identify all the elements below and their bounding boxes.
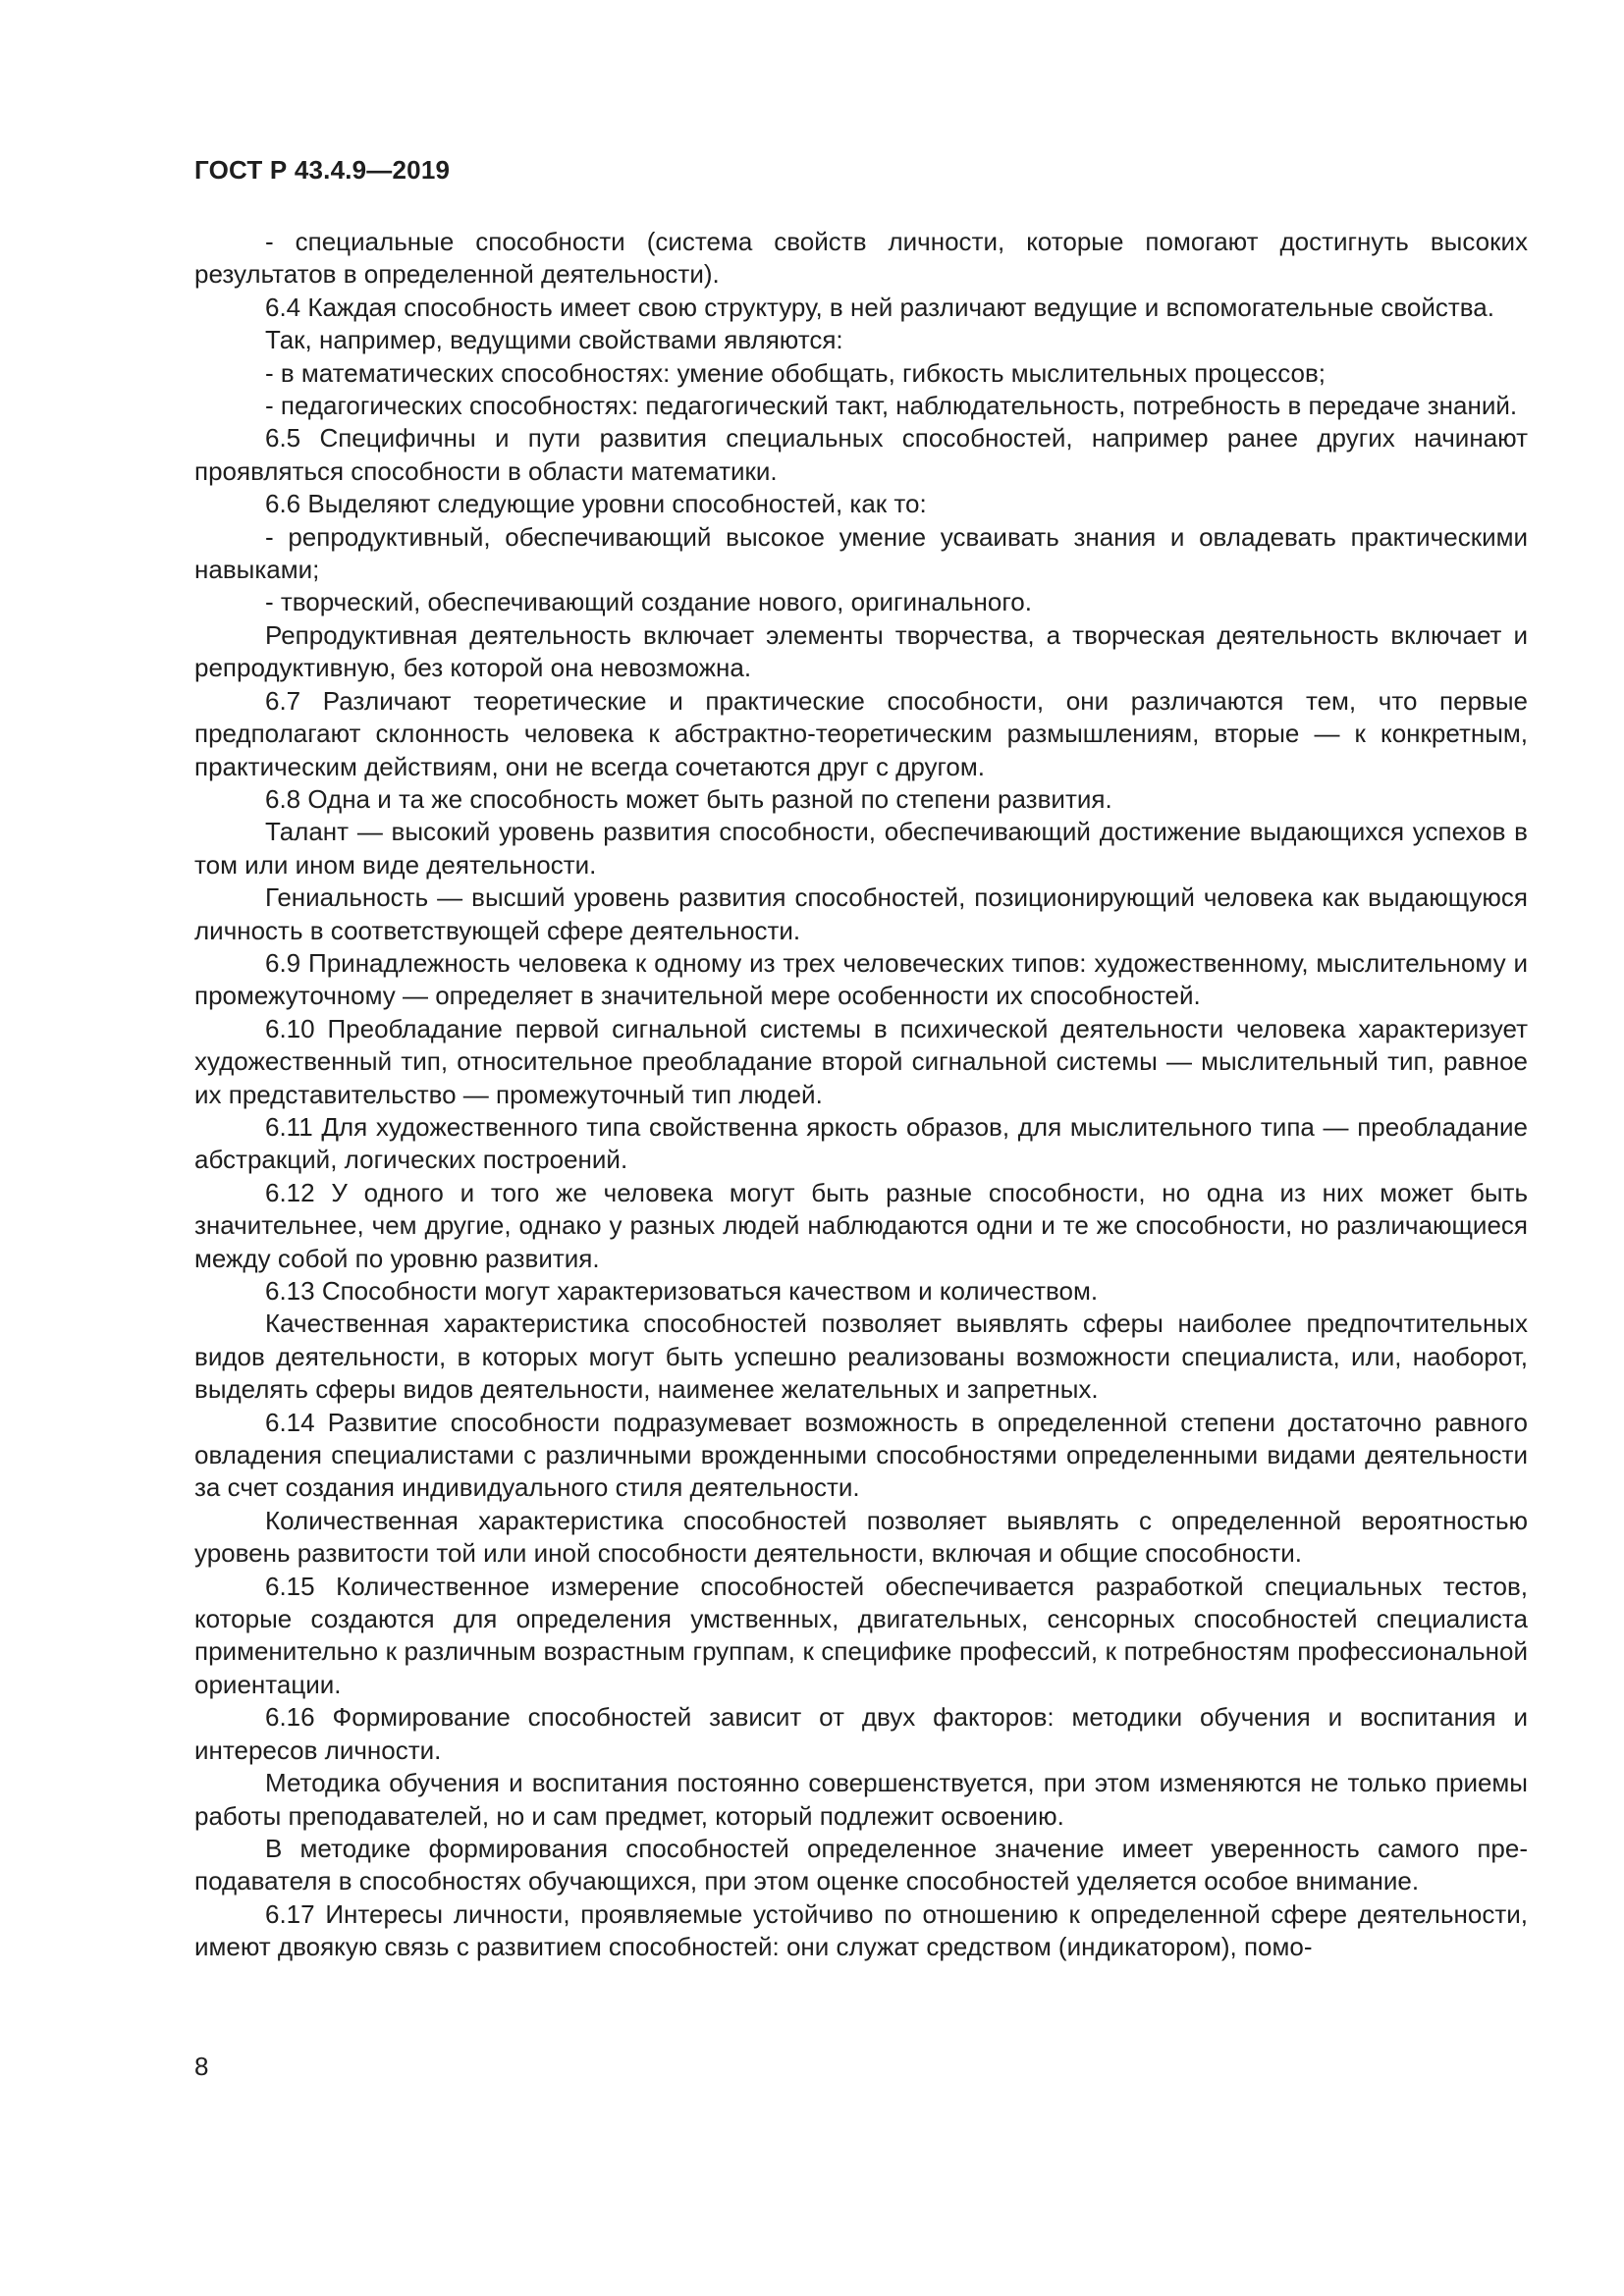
paragraph: Качественная характеристика способностей позволяет выявлять сферы наиболее предпочтительных видов деятельности, в которых могут быть успешно реализованы возможности специалиста, или, наоборот, выделять сферы видов деятельности, наименее желательных и запретных. (194, 1308, 1528, 1405)
paragraph: 6.10 Преобладание первой сигнальной системы в психической деятельности человека характеризует художественный тип, относительное преобладание второй сигнальной системы — мыслительный тип, равное их представительство — промежуточный тип людей. (194, 1013, 1528, 1109)
page-number: 8 (194, 2052, 209, 2081)
paragraph: - педагогических способностях: педагогический такт, наблюдательность, потребность в передаче знаний. (265, 391, 1518, 421)
paragraph: 6.8 Одна и та же способность может быть разной по степени развития. (265, 783, 1112, 814)
paragraph: Количественная характеристика способностей позволяет выявлять с определенной вероятностью уровень развитости той или иной способности деятельности, включая и общие способности. (194, 1505, 1528, 1569)
paragraph: 6.5 Специфичны и пути развития специальных способностей, например ранее других начинают проявляться способности в области математики. (194, 423, 1528, 486)
paragraph: 6.12 У одного и того же человека могут быть разные способности, но одна из них может быть значительнее, чем другие, однако у разных людей наблюдаются одни и те же способности, но различающиеся между собой по уровню развития. (194, 1177, 1528, 1273)
paragraph: 6.4 Каждая способность имеет свою структуру, в ней различают ведущие и вспомогательные свойства. (265, 292, 1494, 322)
paragraph: 6.17 Интересы личности, проявляемые устойчиво по отношению к определенной сфере деятельности, имеют двоякую связь с развитием способностей: они служат средством (индикатором), помо- (194, 1898, 1528, 1962)
paragraph: 6.9 Принадлежность человека к одному из трех человеческих типов: художественному, мыслительному и промежуточному — определяет в значительной мере особенности их способностей. (194, 947, 1528, 1011)
paragraph: 6.16 Формирование способностей зависит от двух факторов: методики обучения и воспитания и интересов личности. (194, 1702, 1528, 1765)
paragraph: 6.6 Выделяют следующие уровни способностей, как то: (265, 489, 927, 519)
paragraph: 6.13 Способности могут характеризоваться качеством и количеством. (265, 1276, 1099, 1306)
paragraph: - творческий, обеспечивающий создание нового, оригинального. (265, 587, 1032, 617)
paragraph: Гениальность — высший уровень развития способностей, позиционирующий человека как выдающуюся личность в соответствующей сфере деятельности. (194, 882, 1528, 945)
paragraph: 6.15 Количественное измерение способностей обеспечивается разработкой специальных тестов, которые создаются для определения умственных, двигательных, сенсорных способностей специалиста применительно к различным возрастным группам, к специфике профессий, к потребностям профессиональной ориентации. (194, 1571, 1528, 1699)
paragraph: - в математических способностях: умение обобщать, гибкость мыслительных процессов; (265, 357, 1326, 388)
paragraph: Талант — высокий уровень развития способности, обеспечивающий достижение выдающихся успехов в том или ином виде деятельности. (194, 817, 1528, 880)
paragraph: Методика обучения и воспитания постоянно совершенствуется, при этом изменяются не только приемы работы преподавателей, но и сам предмет, который подлежит освоению. (194, 1768, 1528, 1831)
paragraph: - специальные способности (система свойств личности, которые помогают достигнуть высоких результатов в определенной деятельности). (194, 227, 1528, 290)
paragraph: 6.7 Различают теоретические и практические способности, они различаются тем, что первые предполагают склонность человека к абстрактно-теоретическим размышлениям, вторые — к конкретным, практическим действиям, они не всегда сочетаются друг с другом. (194, 685, 1528, 781)
paragraph: Так, например, ведущими свойствами являются: (265, 325, 843, 355)
document-body (194, 226, 1528, 1964)
paragraph: Репродуктивная деятельность включает элементы творчества, а творческая деятельность включает и репродуктивную, без которой она невозможна. (194, 619, 1528, 683)
paragraph: - репродуктивный, обеспечивающий высокое умение усваивать знания и овладевать практическими навыками; (194, 521, 1528, 585)
document-header-title: ГОСТ Р 43.4.9—2019 (194, 155, 451, 185)
paragraph: 6.11 Для художественного типа свойственна яркость образов, для мыслительного типа — преобладание абстракций, логических построений. (194, 1111, 1528, 1175)
paragraph: В методике формирования способностей определенное значение имеет уверенность самого преподавателя в способностях обучающихся, при этом оценке способностей уделяется особое внимание. (194, 1833, 1528, 1896)
paragraph: 6.14 Развитие способности подразумевает возможность в определенной степени достаточно равного овладения специалистами с различными врожденными способностями определенными видами деятельности за счет создания индивидуального стиля деятельности. (194, 1407, 1528, 1503)
